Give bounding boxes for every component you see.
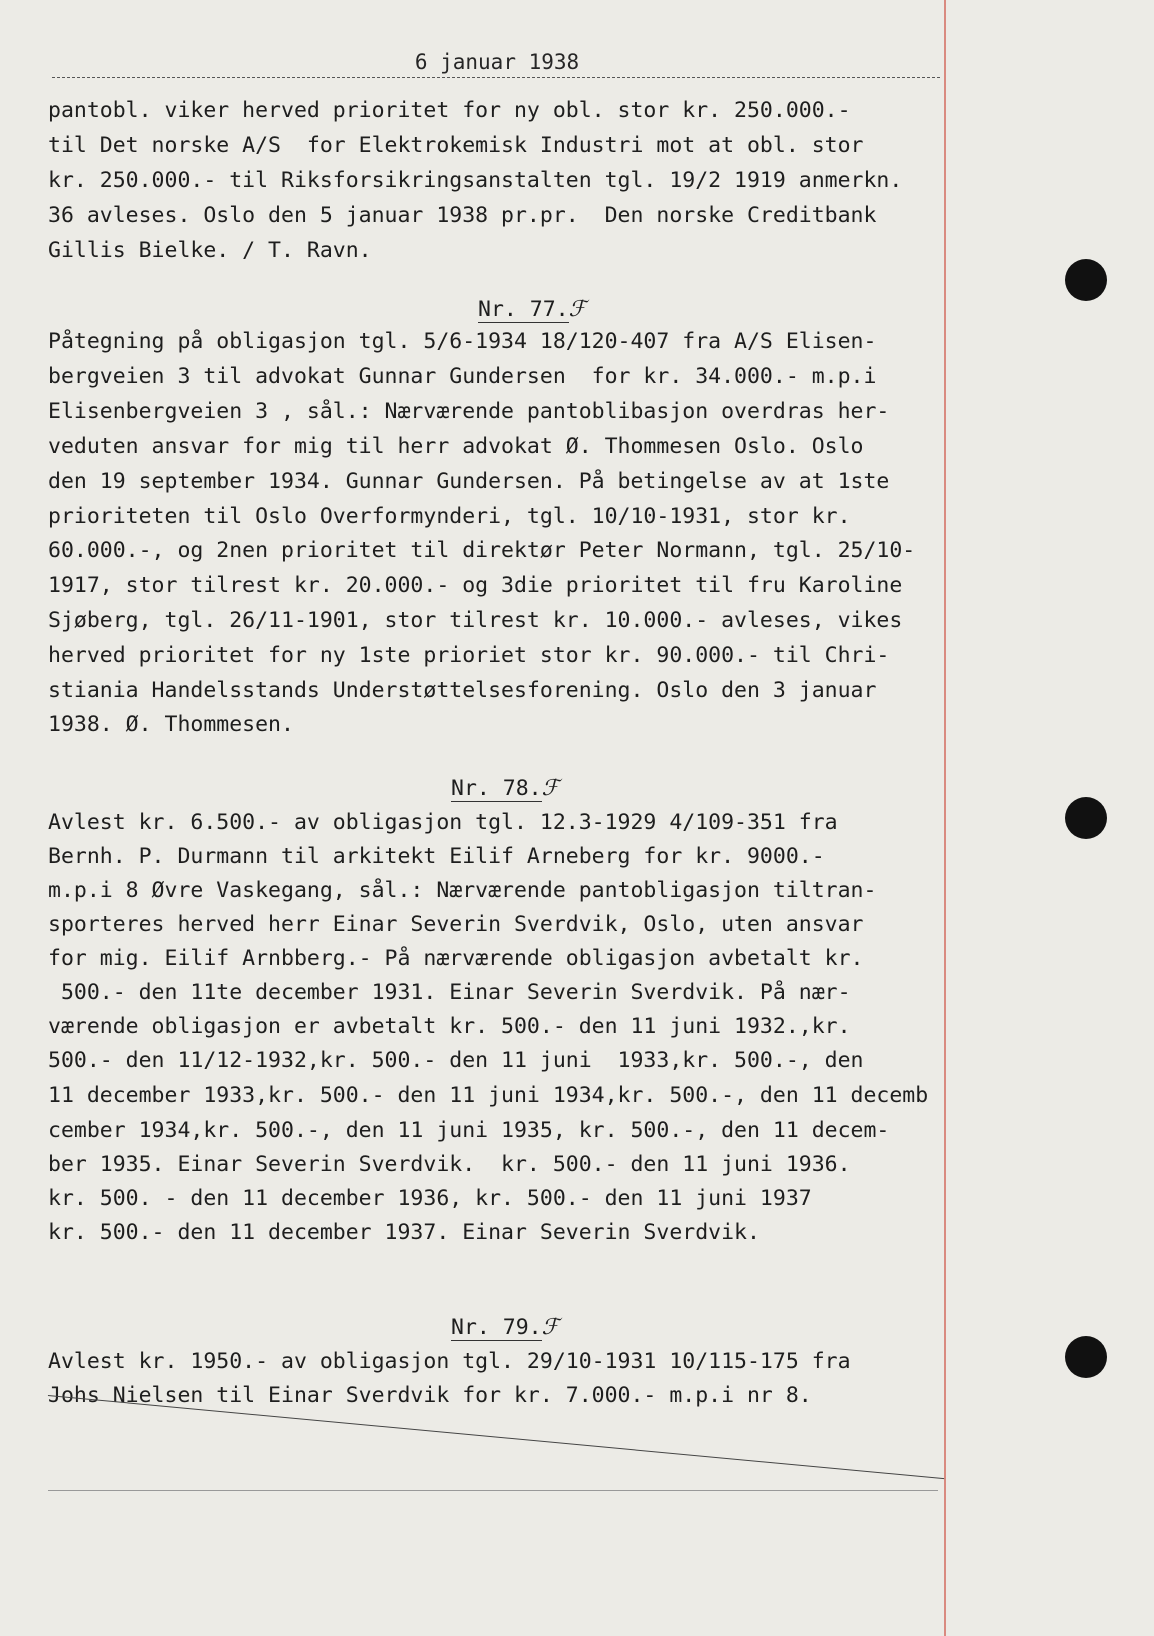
text-line: sporteres herved herr Einar Severin Sverdvik, Oslo, uten ansvar	[48, 912, 864, 937]
page-date-header: 6 januar 1938	[414, 50, 580, 74]
text-line: cember 1934,kr. 500.-, den 11 juni 1935, kr. 500.-, den 11 decem-	[48, 1118, 890, 1143]
entry-heading	[451, 1315, 559, 1340]
text-line: stiania Handelsstands Understøttelsesforening. Oslo den 3 januar	[48, 678, 877, 703]
text-line: Elisenbergveien 3 , sål.: Nærværende pantoblibasjon overdras her-	[48, 399, 890, 424]
text-line: for mig. Eilif Arnbberg.- På nærværende obligasjon avbetalt kr.	[48, 946, 864, 971]
bottom-rule	[48, 1490, 938, 1491]
text-line: veduten ansvar for mig til herr advokat Ø. Thommesen Oslo. Oslo	[48, 434, 864, 459]
entry-number: Nr. 77.	[478, 297, 569, 322]
registrar-mark-icon: ℱ	[541, 1315, 559, 1340]
text-line: 1917, stor tilrest kr. 20.000.- og 3die prioritet til fru Karoline	[48, 573, 903, 598]
text-line: herved prioritet for ny 1ste prioriet stor kr. 90.000.- til Chri-	[48, 643, 890, 668]
text-line: kr. 250.000.- til Riksforsikringsanstalten tgl. 19/2 1919 anmerkn.	[48, 168, 903, 193]
text-line: m.p.i 8 Øvre Vaskegang, sål.: Nærværende pantobligasjon tiltran-	[48, 878, 877, 903]
text-line: Bernh. P. Durmann til arkitekt Eilif Arneberg for kr. 9000.-	[48, 844, 825, 869]
punch-hole-icon	[1065, 797, 1107, 839]
text-line: prioriteten til Oslo Overformynderi, tgl. 10/10-1931, stor kr.	[48, 504, 851, 529]
registrar-mark-icon: ℱ	[541, 776, 559, 801]
entry-number: Nr. 79.	[451, 1315, 542, 1340]
text-line: 36 avleses. Oslo den 5 januar 1938 pr.pr. Den norske Creditbank	[48, 203, 877, 228]
text-line: 60.000.-, og 2nen prioritet til direktør Peter Normann, tgl. 25/10-	[48, 538, 916, 563]
text-line: værende obligasjon er avbetalt kr. 500.- den 11 juni 1932.,kr.	[48, 1014, 851, 1039]
entry-heading	[478, 297, 586, 322]
text-line: Sjøberg, tgl. 26/11-1901, stor tilrest kr. 10.000.- avleses, vikes	[48, 608, 903, 633]
text-line: ber 1935. Einar Severin Sverdvik. kr. 500.- den 11 juni 1936.	[48, 1152, 851, 1177]
text-line: pantobl. viker herved prioritet for ny obl. stor kr. 250.000.-	[48, 98, 851, 123]
text-line: bergveien 3 til advokat Gunnar Gundersen for kr. 34.000.- m.p.i	[48, 364, 877, 389]
punch-hole-icon	[1065, 1336, 1107, 1378]
text-line: 1938. Ø. Thommesen.	[48, 712, 294, 737]
header-rule	[52, 77, 940, 78]
text-line: 500.- den 11/12-1932,kr. 500.- den 11 juni 1933,kr. 500.-, den	[48, 1048, 864, 1073]
text-line: kr. 500. - den 11 december 1936, kr. 500.- den 11 juni 1937	[48, 1186, 812, 1211]
margin-rule	[944, 0, 946, 1636]
text-line: 11 december 1933,kr. 500.- den 11 juni 1934,kr. 500.-, den 11 decemb	[48, 1083, 929, 1108]
text-line: Johs Nielsen til Einar Sverdvik for kr. 7.000.- m.p.i nr 8.	[48, 1383, 812, 1408]
text-line: den 19 september 1934. Gunnar Gundersen. På betingelse av at 1ste	[48, 469, 890, 494]
entry-number: Nr. 78.	[451, 776, 542, 801]
entry-heading	[451, 776, 559, 801]
text-line: kr. 500.- den 11 december 1937. Einar Severin Sverdvik.	[48, 1220, 760, 1245]
text-line: til Det norske A/S for Elektrokemisk Industri mot at obl. stor	[48, 133, 864, 158]
text-line: Avlest kr. 1950.- av obligasjon tgl. 29/10-1931 10/115-175 fra	[48, 1349, 851, 1374]
punch-hole-icon	[1065, 259, 1107, 301]
registrar-mark-icon: ℱ	[568, 297, 586, 322]
text-line: Gillis Bielke. / T. Ravn.	[48, 238, 372, 263]
text-line: Påtegning på obligasjon tgl. 5/6-1934 18/120-407 fra A/S Elisen-	[48, 329, 877, 354]
text-line: 500.- den 11te december 1931. Einar Severin Sverdvik. På nær-	[48, 980, 851, 1005]
text-line: Avlest kr. 6.500.- av obligasjon tgl. 12.3-1929 4/109-351 fra	[48, 810, 838, 835]
